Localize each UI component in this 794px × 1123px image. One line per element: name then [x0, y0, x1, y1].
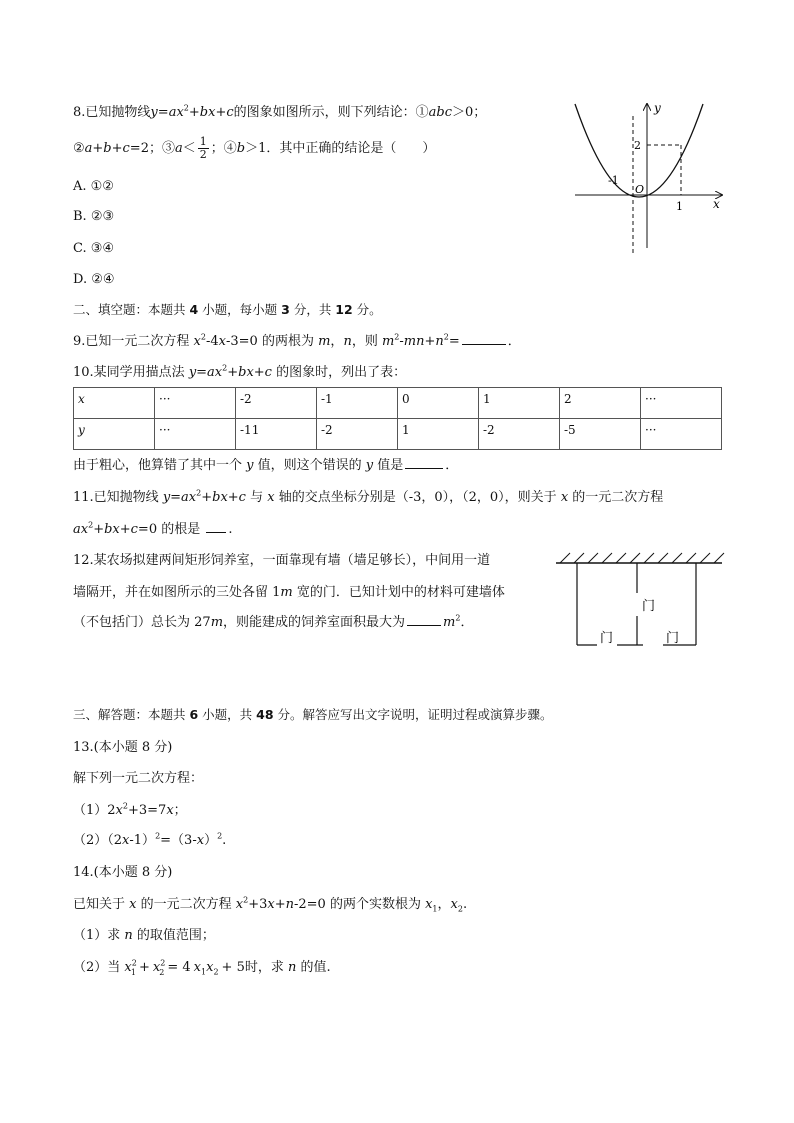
q13-part1: $(1)2x^2+3=7x$； [73, 801, 187, 818]
q9-text: 9.已知一元二次方程 $x^2-4x-3=0$ 的两根为 m，n，则 $m^2-mn+n^2=$ ． [73, 332, 521, 349]
q10-value-table [73, 387, 722, 450]
label-x: x [713, 197, 720, 211]
label-y: y [654, 101, 661, 115]
q11-line1: 11.已知抛物线 $y=ax^2+bx+c$ 与 x 轴的交点坐标分别是（-3，0），（2，0），则关于 x 的一元二次方程 [73, 488, 664, 505]
q11-line2: $ax^2+bx+c=0$ 的根是 . [73, 520, 233, 537]
q10-followup: 由于粗心，他算错了其中一个 y 值，则这个错误的 y 值是 ． [73, 458, 459, 473]
q11-answer-blank[interactable] [206, 531, 226, 533]
table-cell: -2 [317, 419, 398, 450]
section-2-heading: 二、填空题：本题共 4 小题，每小题 3 分，共 12 分。 [73, 302, 382, 317]
q8-line2: ②a+b+c=2；③a＜ $\frac{1}{2}$ ；④b＞1．其中正确的结论是（ ） [73, 135, 436, 162]
q14-part1: （1）求 n 的取值范围； [73, 928, 215, 943]
table-cell: 1 [479, 388, 560, 419]
table-cell: ··· [155, 388, 236, 419]
table-cell: 2 [560, 388, 641, 419]
q12-line1: 12.某农场拟建两间矩形饲养室，一面靠现有墙（墙足够长），中间用一道 [73, 553, 491, 568]
door-label-right: 门 [666, 631, 680, 646]
q9-answer-blank[interactable] [462, 343, 506, 345]
section-3-heading: 三、解答题：本题共 6 小题，共 48 分。解答应写出文字说明，证明过程或演算步骤。 [73, 707, 553, 722]
q13-part2: $(2)(2x-1)^2=(3-x)^2$. [73, 831, 227, 848]
table-cell: -11 [236, 419, 317, 450]
q14-heading: 14.(本小题 8 分) [73, 865, 173, 880]
q8-option-b: B. ②③ [73, 209, 115, 224]
q12-enclosure-diagram [550, 548, 730, 652]
q8-option-c: C. ③④ [73, 241, 115, 256]
table-cell: -1 [317, 388, 398, 419]
wall-hatching [560, 553, 724, 563]
q10-text: 10.某同学用描点法 $y=ax^2+bx+c$ 的图象时，列出了表： [73, 363, 407, 380]
q12-line2: 墙隔开，并在如图所示的三处各留 1m 宽的门．已知计划中的材料可建墙体 [73, 585, 505, 600]
label-1: 1 [676, 200, 683, 213]
table-row-y [74, 419, 722, 450]
table-cell: -5 [560, 419, 641, 450]
table-cell: ··· [641, 388, 722, 419]
q8-line1: 8.已知抛物线$y=ax^2+bx+c$的图象如图所示，则下列结论：①abc＞0； [73, 103, 487, 120]
label-neg1: -1 [608, 174, 619, 187]
table-cell: 1 [398, 419, 479, 450]
table-cell: y [74, 419, 155, 450]
q10-answer-blank[interactable] [405, 467, 443, 469]
q13-heading: 13.(本小题 8 分) [73, 740, 173, 755]
fraction-one-half: $\frac{1}{2}$ [199, 135, 207, 162]
table-cell: ··· [155, 419, 236, 450]
q13-intro: 解下列一元二次方程： [73, 771, 204, 786]
table-cell: -2 [236, 388, 317, 419]
door-label-left: 门 [600, 631, 614, 646]
q8-parabola-graph [570, 98, 730, 258]
q14-statement: 已知关于 x 的一元二次方程 $x^2+3x+n-2=0$ 的两个实数根为 $x_1$，$x_2$. [73, 895, 468, 914]
q14-part2: （2）当 $x^2_1 + x^2_2 = 4$ $x_1x_2 + 5$时，求 n 的值. [73, 958, 331, 977]
label-2: 2 [634, 139, 641, 152]
q8-option-d: D. ②④ [73, 272, 115, 287]
table-cell: ··· [641, 419, 722, 450]
q8-option-a: A. ①② [73, 179, 114, 194]
table-cell: 0 [398, 388, 479, 419]
table-cell: x [74, 388, 155, 419]
q12-answer-blank[interactable] [407, 624, 441, 626]
table-row-x [74, 388, 722, 419]
table-cell: -2 [479, 419, 560, 450]
label-origin: O [635, 183, 645, 196]
door-label-middle: 门 [642, 599, 656, 614]
q12-line3: （不包括门）总长为 27m，则能建成的饲养室面积最大为 $m^2$． [73, 613, 474, 630]
